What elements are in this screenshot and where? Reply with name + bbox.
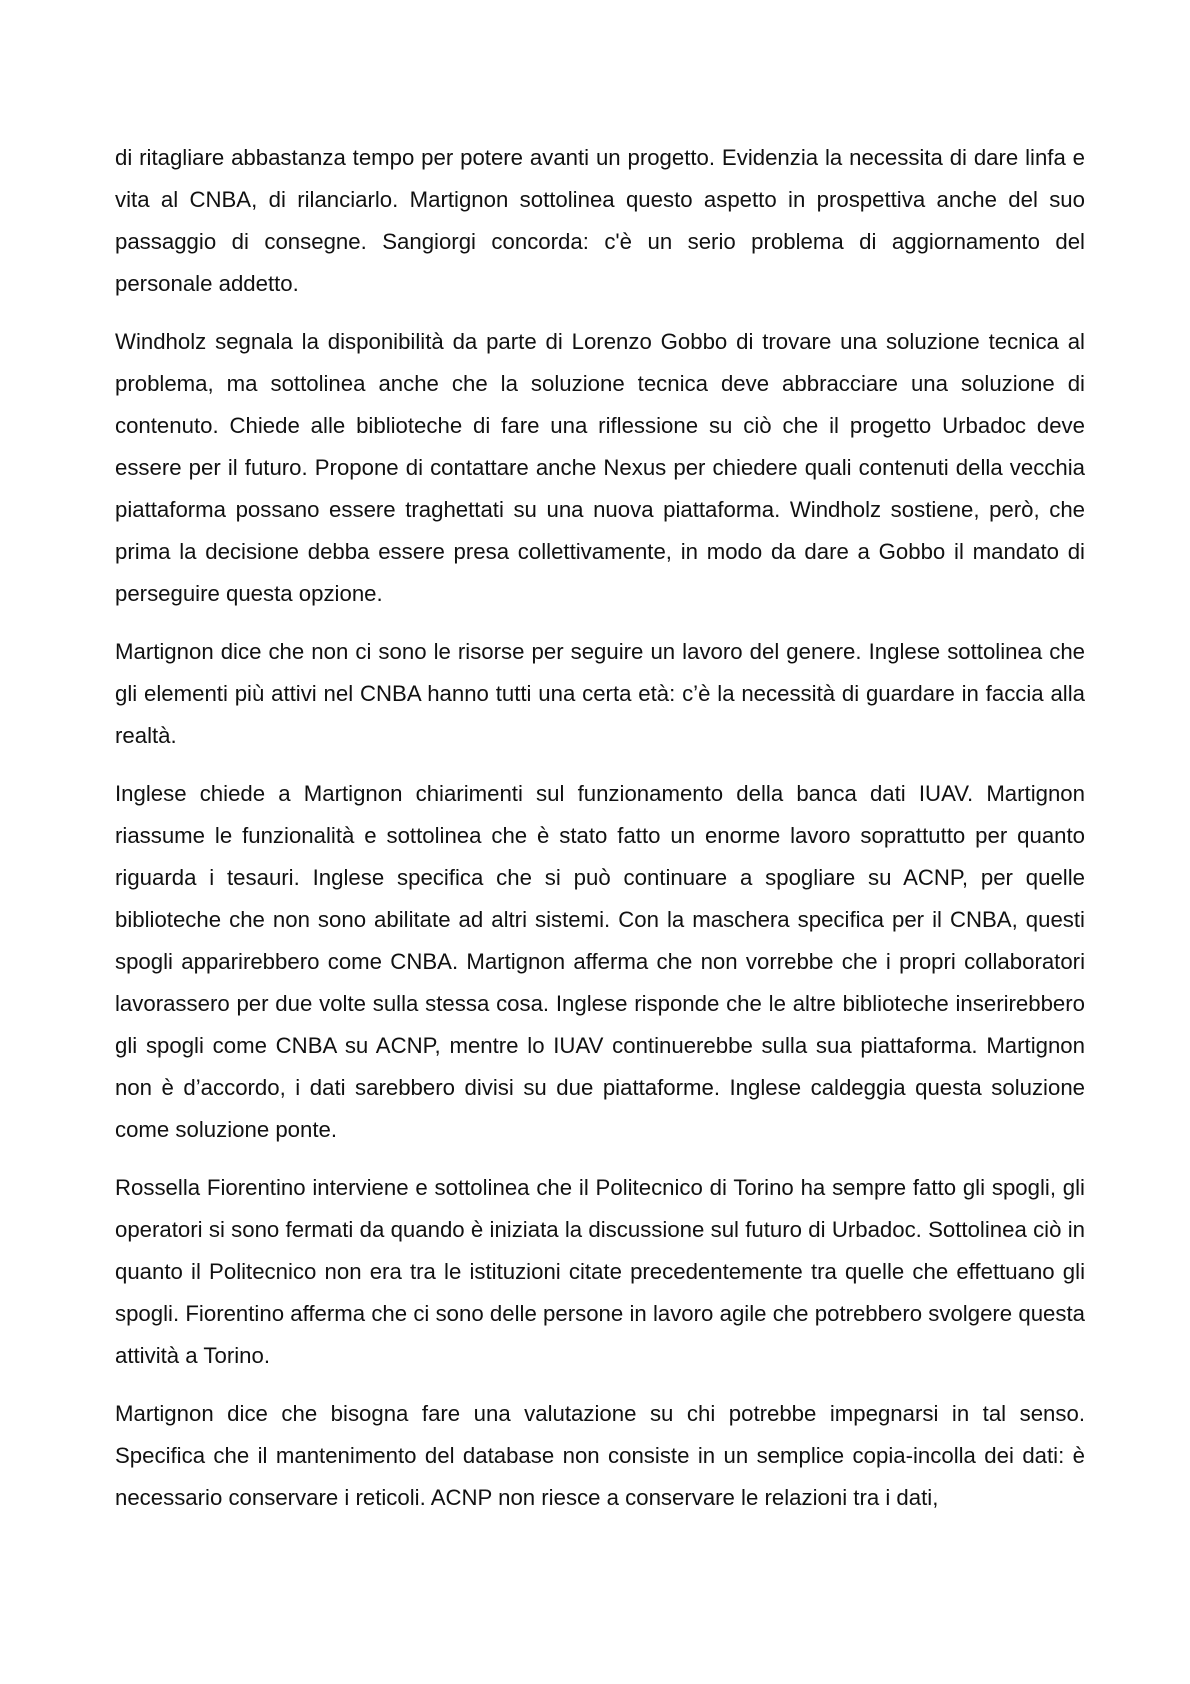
paragraph-2: Windholz segnala la disponibilità da parte di Lorenzo Gobbo di trovare una soluzione tecnica al problema, ma sottolinea anche che la soluzione tecnica deve abbracciare una soluzione di contenuto. Chiede alle biblioteche di fare una riflessione su ciò che il progetto Urbadoc deve essere per il futuro. Propone di contattare anche Nexus per chiedere quali contenuti della vecchia piattaforma possano essere traghettati su una nuova piattaforma. Windholz sostiene, però, che prima la decisione debba essere presa collettivamente, in modo da dare a Gobbo il mandato di perseguire questa opzione. — [115, 329, 1085, 606]
paragraph-6: Martignon dice che bisogna fare una valutazione su chi potrebbe impegnarsi in tal senso. Specifica che il mantenimento del database non consiste in un semplice copia-incolla dei dati: è necessario conservare i reticoli. ACNP non riesce a conservare le relazioni tra i dati, — [115, 1401, 1085, 1510]
paragraph-5: Rossella Fiorentino interviene e sottolinea che il Politecnico di Torino ha sempre fatto gli spogli, gli operatori si sono fermati da quando è iniziata la discussione sul futuro di Urbadoc. Sottolinea ciò in quanto il Politecnico non era tra le istituzioni citate precedentemente tra quelle che effettuano gli spogli. Fiorentino afferma che ci sono delle persone in lavoro agile che potrebbero svolgere questa attività a Torino. — [115, 1175, 1085, 1368]
paragraph-3: Martignon dice che non ci sono le risorse per seguire un lavoro del genere. Inglese sottolinea che gli elementi più attivi nel CNBA hanno tutti una certa età: c’è la necessità di guardare in faccia alla realtà. — [115, 639, 1085, 748]
document-body — [115, 137, 1085, 1535]
paragraph-1: di ritagliare abbastanza tempo per potere avanti un progetto. Evidenzia la necessita di dare linfa e vita al CNBA, di rilanciarlo. Martignon sottolinea questo aspetto in prospettiva anche del suo passaggio di consegne. Sangiorgi concorda: c'è un serio problema di aggiornamento del personale addetto. — [115, 145, 1085, 296]
paragraph-4: Inglese chiede a Martignon chiarimenti sul funzionamento della banca dati IUAV. Martignon riassume le funzionalità e sottolinea che è stato fatto un enorme lavoro soprattutto per quanto riguarda i tesauri. Inglese specifica che si può continuare a spogliare su ACNP, per quelle biblioteche che non sono abilitate ad altri sistemi. Con la maschera specifica per il CNBA, questi spogli apparirebbero come CNBA. Martignon afferma che non vorrebbe che i propri collaboratori lavorassero per due volte sulla stessa cosa. Inglese risponde che le altre biblioteche inserirebbero gli spogli come CNBA su ACNP, mentre lo IUAV continuerebbe sulla sua piattaforma. Martignon non è d’accordo, i dati sarebbero divisi su due piattaforme. Inglese caldeggia questa soluzione come soluzione ponte. — [115, 781, 1085, 1142]
